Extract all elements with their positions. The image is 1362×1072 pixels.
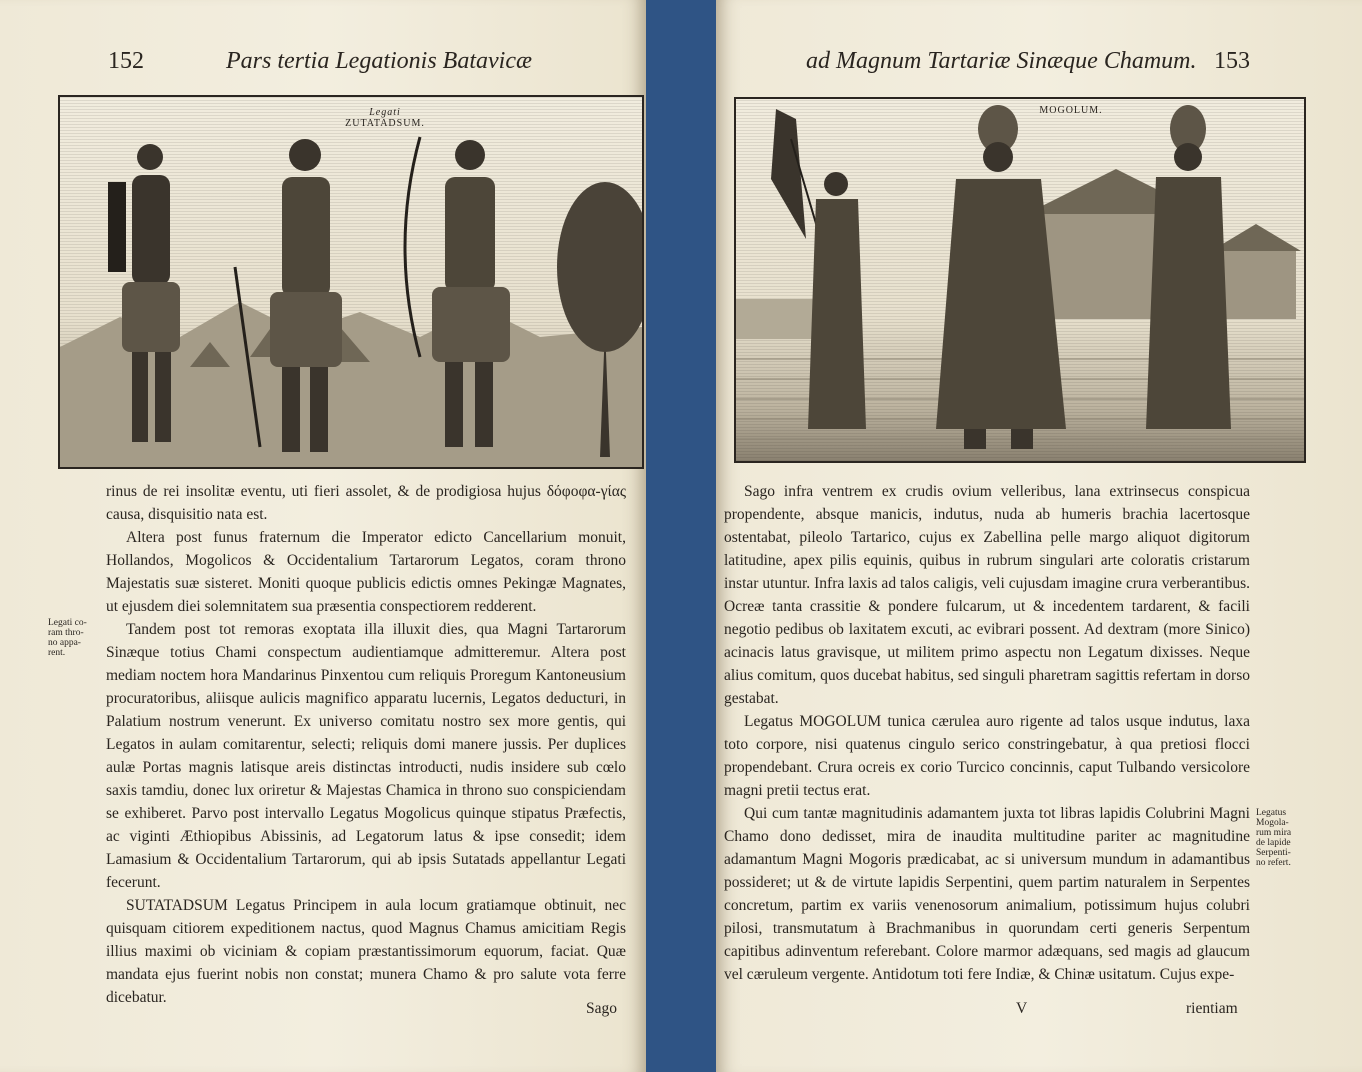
paragraph: Qui cum tantæ magnitudinis adamantem juxta tot libras lapidis Colubrini Magni Chamo dono dedisset, mira de inaudita multitudine pariter ac magnitudine adamantum Magni Mogoris prædicabat, ac si universum mundum in adamantibus possideret; ut & de virtute lapidis Serpentini, quem partim naturalem in Serpentes concretum, partim ex variis venenosorum animalium, potissimum hujus colubri pilosi, transmutatum à Brachmanibus in quorundam certi generis Serpentum capitibus adinventum referebant. Colore marmor adæquans, sed magis ad glaucum vel cæruleum vergente. Antidotum toti fere Indiæ, & Chinæ usitatum. Cujus expe-	[724, 805, 1250, 983]
right-page	[716, 0, 1362, 1072]
catchword-right: rientiam	[1186, 1000, 1238, 1017]
paragraph: Tandem post tot remoras exoptata illa illuxit dies, qua Magni Tartarorum Sinæque totius Chami conspectum audientiamque admitteremur. Altera post mediam noctem hora Mandarinus Pinxentou cum reliquis Proregum Kantoneusium procuratoribus, aliisque aulicis magnifico apparatu lucernis, Legatos deducturi, in Palatium nostrum venerunt. Ex universo comitatu nostro sex more gentis, qui Legatos in aulam comitarentur, selecti; reliquis domi manere jussis. Per duplices aulæ Portas magnis latisque areis distinctas introducti, nudis insidere sub cœlo saxis tamdiu, donec lux oriretur & Majestas Chamica in throno suo conspiciendam se exhiberet. Parvo post intervallo Legatus Mogolicus quinque stipatus Præfectis, ac viginti Æthiopibus Abissinis, ad Legatorum latus & ipse consedit; idem Lamasium & Occidentalium Tartarorum, qui ab ipsis Sutatads appellantur Legati fecerunt.	[106, 621, 626, 891]
right-body-text	[724, 480, 1250, 986]
book-gutter	[646, 0, 716, 1072]
paragraph: Legatus MOGOLUM tunica cærulea auro rigente ad talos usque indutus, laxa toto corpore, nisi quatenus cingulo serico constringebatur, à qua pretiosi flocci propendebant. Crura ocreis ex corio Turcico concinnis, caput Tulbando versicolore magni pretii tectus erat.	[724, 713, 1250, 799]
left-page	[0, 0, 646, 1072]
signature-mark: V	[1016, 1000, 1028, 1017]
catchword-left: Sago	[586, 1000, 617, 1017]
margin-note-right: Legatus Mogola- rum mira de lapide Serpenti- no refert.	[1256, 808, 1292, 868]
engraving-figures	[736, 99, 1304, 461]
engraving-mogul-envoy	[734, 97, 1306, 463]
paragraph: Altera post funus fraternum die Imperator edicto Cancellarium monuit, Hollandos, Mogolicos & Occidentalium Tartarorum Legatos, coram throno Majestatis suæ sisteret. Moniti quoque publicis edictis omnes Pekingæ Magnates, ut ejusdem diei solemnitatem sua præsentia conspectiorem redderent.	[106, 529, 626, 615]
engraving-figures	[60, 97, 642, 467]
paragraph: rinus de rei insolitæ eventu, uti fieri assolet, & de prodigiosa hujus δόφοφα-γίας causa, disquisitio nata est.	[106, 483, 626, 523]
running-head-right: ad Magnum Tartariæ Sinæque Chamum.	[806, 48, 1197, 74]
plate-label-mogolum: MOGOLUM.	[1039, 105, 1103, 116]
page-number-left: 152	[108, 48, 144, 74]
running-head-left: Pars tertia Legationis Batavicæ	[226, 48, 532, 74]
paragraph: SUTATADSUM Legatus Principem in aula locum gratiamque obtinuit, nec quisquam citiorem expeditionem nactus, quod Magnus Chamus amicitiam Regis illius maximi ob viciniam & copiam præstantissimorum equorum, faciat. Quæ mandata ejus fuerint nobis non constat; munera Chamo & pro salute vota ferre dicebatur.	[106, 897, 626, 1006]
page-number-right: 153	[1214, 48, 1250, 74]
margin-note-left: Legati co- ram thro- no appa- rent.	[48, 618, 87, 658]
paragraph: Sago infra ventrem ex crudis ovium velleribus, lana extrinsecus conspicua propendente, absque manicis, indutus, nuda ab humeris brachia lacertosque ostentabat, pileolo Tartarico, cujus ex Zabellina pelle margo aliquot digitorum latitudine, apex pilis equinis, quibus in rubrum singulari arte coloratis cristarum instar utuntur. Infra laxis ad talos caligis, veli cujusdam imagine crura verberantibus. Ocreæ tanta crassitie & pondere fulcarum, ut & incedentem tardarent, & facili negotio pedibus ob laxitatem excuti, ac evibrari possent. Ad dextram (more Sinico) acinacis latus gravisque, ut militem primo aspectu non Legatum dixisses. Neque alius comitum, quos ducebat habitus, sed singuli pharetram sagittis refertam in dorso gestabat.	[724, 483, 1250, 707]
engraving-tartar-envoys	[58, 95, 644, 469]
left-body-text	[106, 480, 626, 1009]
plate-label-legati: Legati ZUTATADSUM.	[345, 107, 425, 129]
